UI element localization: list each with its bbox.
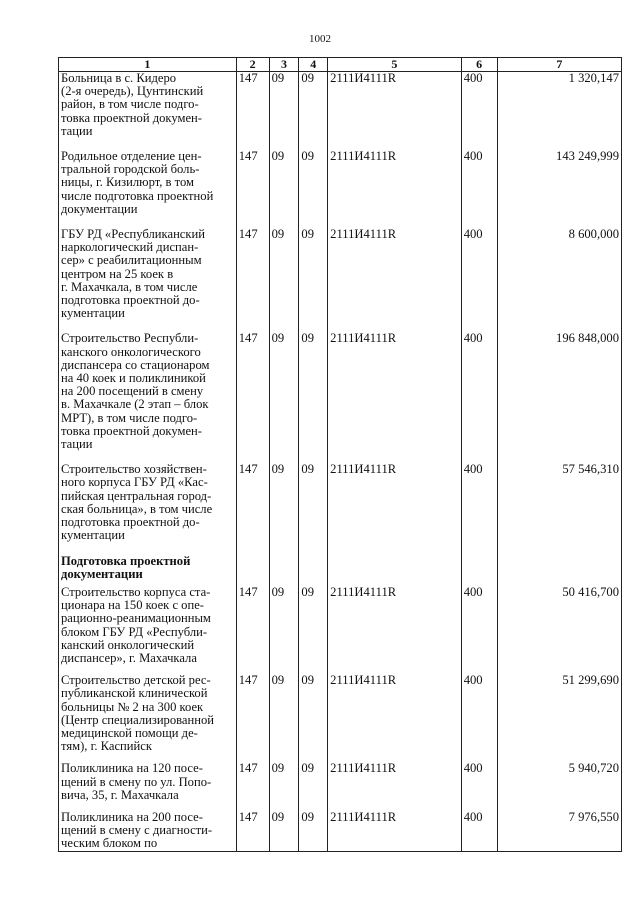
expense-type-cell: 400	[461, 332, 497, 463]
object-name-line: документации	[61, 566, 143, 581]
section-code-cell	[236, 555, 269, 586]
object-name-line: на 200 посещений в смену	[61, 384, 204, 399]
object-name-line: Поликлиника на 120 посе-	[61, 761, 203, 776]
object-name-line: ционара на 150 коек с опе-	[61, 598, 205, 613]
section-code-cell: 147	[236, 332, 269, 463]
table-row	[59, 674, 622, 762]
object-name-line: Строительство Республи-	[61, 331, 199, 346]
object-name-line: подготовка проектной до-	[61, 293, 200, 308]
column-header: 4	[299, 58, 328, 72]
table-row	[59, 332, 622, 463]
object-name-cell	[59, 150, 237, 228]
target-article-cell: 2111И4111R	[328, 586, 462, 674]
object-name-line: канский онкологический	[61, 637, 195, 652]
object-name-line: товка проектной докумен-	[61, 423, 202, 438]
amount-cell: 51 299,690	[497, 674, 621, 762]
amount-cell: 1 320,147	[497, 72, 621, 151]
object-name-line: числе подготовка проектной	[61, 188, 214, 203]
subsection-code-cell: 09	[269, 228, 299, 332]
subsection-code-cell-2: 09	[299, 674, 328, 762]
object-name-line: товка проектной докумен-	[61, 110, 202, 125]
object-name-line: публиканской клинической	[61, 686, 208, 701]
section-code-cell: 147	[236, 586, 269, 674]
object-name-line: Больница в с. Кидеро	[61, 71, 177, 85]
subsection-code-cell: 09	[269, 72, 299, 151]
object-name-line: щений в смену по ул. Попо-	[61, 774, 212, 789]
amount-cell: 8 600,000	[497, 228, 621, 332]
subsection-code-cell-2: 09	[299, 332, 328, 463]
object-name-cell	[59, 762, 237, 811]
object-name-cell	[59, 228, 237, 332]
section-code-cell: 147	[236, 811, 269, 851]
column-header: 6	[461, 58, 497, 72]
subsection-code-cell-2	[299, 555, 328, 586]
header-row	[59, 58, 622, 72]
subsection-code-cell-2: 09	[299, 463, 328, 554]
object-name-line: тации	[61, 123, 93, 138]
table-row	[59, 762, 622, 811]
object-name-line: МРТ), в том числе подго-	[61, 410, 198, 425]
column-header: 3	[269, 58, 299, 72]
target-article-cell: 2111И4111R	[328, 762, 462, 811]
object-name-line: центром на 25 коек в	[61, 266, 174, 281]
section-code-cell: 147	[236, 674, 269, 762]
object-name-cell	[59, 674, 237, 762]
object-name-cell	[59, 555, 237, 586]
table-row	[59, 811, 622, 851]
object-name-line: диспансер», г. Махачкала	[61, 650, 197, 665]
page-number: 1002	[309, 33, 331, 45]
amount-cell: 196 848,000	[497, 332, 621, 463]
column-header: 7	[497, 58, 621, 72]
amount-cell: 57 546,310	[497, 463, 621, 554]
object-name-line: на 40 коек и поликлиникой	[61, 371, 206, 386]
subsection-code-cell: 09	[269, 811, 299, 851]
object-name-line: район, в том числе подго-	[61, 97, 199, 112]
subsection-code-cell-2: 09	[299, 762, 328, 811]
object-name-cell	[59, 332, 237, 463]
subsection-code-cell: 09	[269, 586, 299, 674]
object-name-line: сер» с реабилитационным	[61, 253, 202, 268]
section-code-cell: 147	[236, 228, 269, 332]
table-row	[59, 228, 622, 332]
table-row	[59, 72, 622, 151]
object-name-line: Родильное отделение цен-	[61, 149, 202, 164]
section-code-cell: 147	[236, 150, 269, 228]
amount-cell: 7 976,550	[497, 811, 621, 851]
section-heading-row	[59, 555, 622, 586]
object-name-line: больницы № 2 на 300 коек	[61, 699, 204, 714]
expense-type-cell: 400	[461, 72, 497, 151]
table-row	[59, 463, 622, 554]
object-name-line: Строительство хозяйствен-	[61, 462, 207, 477]
subsection-code-cell-2: 09	[299, 586, 328, 674]
subsection-code-cell: 09	[269, 463, 299, 554]
amount-cell: 5 940,720	[497, 762, 621, 811]
subsection-code-cell	[269, 555, 299, 586]
amount-cell: 50 416,700	[497, 586, 621, 674]
amount-cell: 143 249,999	[497, 150, 621, 228]
subsection-code-cell-2: 09	[299, 150, 328, 228]
object-name-line: наркологический диспан-	[61, 240, 199, 255]
target-article-cell: 2111И4111R	[328, 674, 462, 762]
subsection-code-cell-2: 09	[299, 228, 328, 332]
object-name-line: тральной городской боль-	[61, 162, 200, 177]
amount-cell	[497, 555, 621, 586]
expense-type-cell: 400	[461, 463, 497, 554]
target-article-cell: 2111И4111R	[328, 228, 462, 332]
subsection-code-cell: 09	[269, 674, 299, 762]
table-row	[59, 586, 622, 674]
object-name-line: Строительство корпуса ста-	[61, 584, 211, 599]
column-header: 5	[328, 58, 462, 72]
object-name-cell	[59, 811, 237, 851]
object-name-line: Подготовка проектной	[61, 553, 191, 568]
object-name-line: г. Махачкала, в том числе	[61, 279, 198, 294]
subsection-code-cell: 09	[269, 332, 299, 463]
object-name-line: тям), г. Каспийск	[61, 739, 152, 754]
object-name-line: Поликлиника на 200 посе-	[61, 809, 203, 824]
target-article-cell: 2111И4111R	[328, 811, 462, 851]
object-name-line: вича, 35, г. Махачкала	[61, 787, 179, 802]
expense-type-cell: 400	[461, 586, 497, 674]
object-name-line: подготовка проектной до-	[61, 515, 200, 530]
object-name-line: (2-я очередь), Цунтинский	[61, 84, 204, 99]
object-name-line: канского онкологического	[61, 344, 201, 359]
object-name-line: Строительство детской рес-	[61, 673, 211, 688]
object-name-line: ного корпуса ГБУ РД «Кас-	[61, 475, 208, 490]
object-name-line: щений в смену с диагности-	[61, 823, 213, 838]
object-name-line: ская больница», в том числе	[61, 501, 213, 516]
object-name-line: медицинской помощи де-	[61, 725, 198, 740]
section-code-cell: 147	[236, 762, 269, 811]
expense-type-cell: 400	[461, 674, 497, 762]
expense-type-cell	[461, 555, 497, 586]
object-name-line: рационно-реанимационным	[61, 611, 211, 626]
object-name-line: ницы, г. Кизилюрт, в том	[61, 175, 195, 190]
target-article-cell: 2111И4111R	[328, 150, 462, 228]
subsection-code-cell-2: 09	[299, 811, 328, 851]
object-name-line: тации	[61, 437, 93, 452]
target-article-cell: 2111И4111R	[328, 332, 462, 463]
table-body	[59, 72, 622, 852]
expense-type-cell: 400	[461, 228, 497, 332]
target-article-cell	[328, 555, 462, 586]
subsection-code-cell-2: 09	[299, 72, 328, 151]
object-name-line: пийская центральная город-	[61, 488, 212, 503]
expense-type-cell: 400	[461, 811, 497, 851]
target-article-cell: 2111И4111R	[328, 463, 462, 554]
object-name-cell	[59, 463, 237, 554]
object-name-line: блоком ГБУ РД «Республи-	[61, 624, 208, 639]
expense-type-cell: 400	[461, 150, 497, 228]
object-name-line: (Центр специализированной	[61, 712, 215, 727]
subsection-code-cell: 09	[269, 150, 299, 228]
section-code-cell: 147	[236, 463, 269, 554]
object-name-line: ческим блоком по	[61, 836, 158, 851]
table-row	[59, 150, 622, 228]
column-header: 2	[236, 58, 269, 72]
section-code-cell: 147	[236, 72, 269, 151]
expense-type-cell: 400	[461, 762, 497, 811]
object-name-line: кументации	[61, 306, 125, 321]
target-article-cell: 2111И4111R	[328, 72, 462, 151]
object-name-cell	[59, 586, 237, 674]
subsection-code-cell: 09	[269, 762, 299, 811]
column-header: 1	[59, 58, 237, 72]
object-name-line: кументации	[61, 528, 125, 543]
object-name-line: ГБУ РД «Республиканский	[61, 227, 205, 242]
object-name-line: диспансера со стационаром	[61, 357, 210, 372]
object-name-cell	[59, 72, 237, 151]
budget-table	[58, 57, 622, 852]
object-name-line: в. Махачкале (2 этап – блок	[61, 397, 209, 412]
object-name-line: документации	[61, 201, 138, 216]
